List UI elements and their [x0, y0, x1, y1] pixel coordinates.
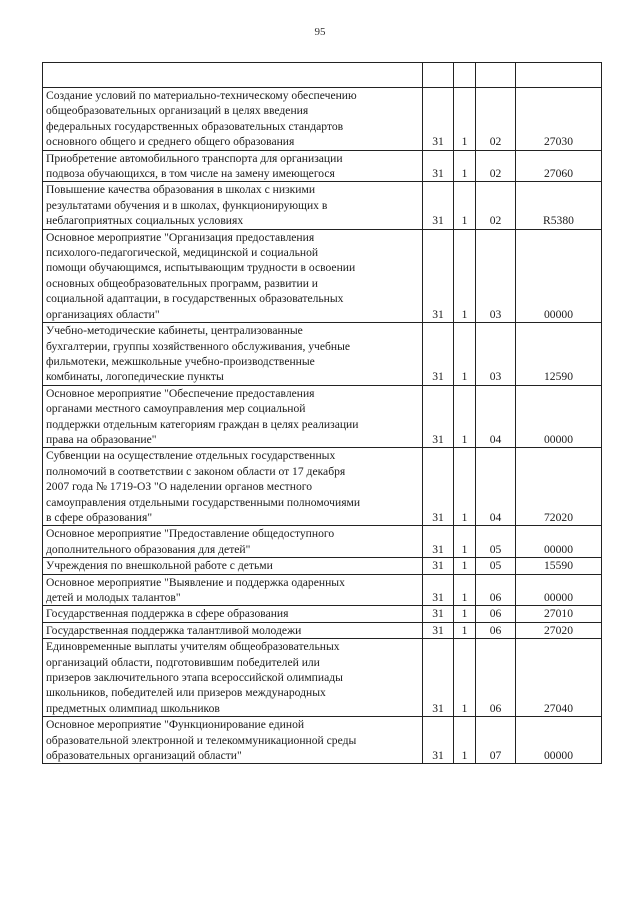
row-code-subprogram: 1: [454, 448, 476, 526]
row-description: Основное мероприятие "Предоставление общедоступного дополнительного образования для детей": [43, 526, 423, 558]
row-code-activity: 06: [476, 606, 516, 622]
row-code-direction: 27030: [516, 88, 602, 151]
row-code-direction: 00000: [516, 385, 602, 448]
row-code-direction: 27040: [516, 639, 602, 717]
row-description: Государственная поддержка талантливой молодежи: [43, 622, 423, 638]
row-code-program: 31: [423, 526, 454, 558]
table-row: [43, 558, 602, 574]
row-description: Основное мероприятие "Функционирование единой образовательной электронной и телекоммуникационной среды образовательных организаций области": [43, 717, 423, 764]
table-row: [43, 150, 602, 182]
row-code-activity: 02: [476, 88, 516, 151]
row-code-activity: 07: [476, 717, 516, 764]
row-description: Субвенции на осуществление отдельных государственных полномочий в соответствии с законом области от 17 декабря 2007 года № 1719-ОЗ "О наделении органов местного самоуправления отдельными государственными полномочиями в сфере образования": [43, 448, 423, 526]
row-description: Приобретение автомобильного транспорта для организации подвоза обучающихся, в том числе на замену имеющегося: [43, 150, 423, 182]
row-code-subprogram: 1: [454, 558, 476, 574]
table-row: [43, 448, 602, 526]
row-code-direction: 27020: [516, 622, 602, 638]
row-code-program: 31: [423, 150, 454, 182]
row-code-subprogram: 1: [454, 574, 476, 606]
row-description: Единовременные выплаты учителям общеобразовательных организаций области, подготовившим победителей или призеров заключительного этапа всероссийской олимпиады школьников, победителей или призеров международных предметных олимпиад школьников: [43, 639, 423, 717]
row-code-subprogram: 1: [454, 526, 476, 558]
row-description: Создание условий по материально-техническому обеспечению общеобразовательных организаций в целях введения федеральных государственных образовательных стандартов основного общего и среднего общего образования: [43, 88, 423, 151]
table-row: [43, 622, 602, 638]
row-description: Государственная поддержка в сфере образования: [43, 606, 423, 622]
table-row: [43, 574, 602, 606]
row-code-program: 31: [423, 558, 454, 574]
row-code-direction: 00000: [516, 526, 602, 558]
row-code-direction: 00000: [516, 717, 602, 764]
row-code-program: 31: [423, 229, 454, 322]
row-description: Основное мероприятие "Организация предоставления психолого-педагогической, медицинской и социальной помощи обучающимся, испытывающим трудности в освоении основных общеобразовательных программ, развитии и социальной адаптации, в государственных образовательных организациях области": [43, 229, 423, 322]
row-code-activity: 04: [476, 448, 516, 526]
row-code-direction: 72020: [516, 448, 602, 526]
row-code-subprogram: 1: [454, 717, 476, 764]
table-top-spacer-row: [43, 63, 602, 88]
table-row: [43, 88, 602, 151]
row-code-subprogram: 1: [454, 639, 476, 717]
row-code-direction: 15590: [516, 558, 602, 574]
row-code-activity: 02: [476, 150, 516, 182]
row-code-direction: 12590: [516, 323, 602, 386]
row-code-subprogram: 1: [454, 606, 476, 622]
row-code-program: 31: [423, 323, 454, 386]
row-code-activity: 03: [476, 323, 516, 386]
row-code-program: 31: [423, 574, 454, 606]
row-code-subprogram: 1: [454, 229, 476, 322]
row-code-direction: 27060: [516, 150, 602, 182]
row-code-program: 31: [423, 385, 454, 448]
row-code-program: 31: [423, 639, 454, 717]
row-code-program: 31: [423, 88, 454, 151]
row-code-subprogram: 1: [454, 88, 476, 151]
row-description: Повышение качества образования в школах с низкими результатами обучения и в школах, функционирующих в неблагоприятных социальных условиях: [43, 182, 423, 229]
row-code-activity: 06: [476, 622, 516, 638]
row-code-subprogram: 1: [454, 622, 476, 638]
row-code-activity: 06: [476, 574, 516, 606]
row-code-program: 31: [423, 606, 454, 622]
table-row: [43, 639, 602, 717]
row-code-activity: 04: [476, 385, 516, 448]
row-code-activity: 05: [476, 558, 516, 574]
table-row: [43, 323, 602, 386]
row-code-program: 31: [423, 717, 454, 764]
row-code-subprogram: 1: [454, 150, 476, 182]
table-row: [43, 182, 602, 229]
row-code-subprogram: 1: [454, 323, 476, 386]
row-code-activity: 03: [476, 229, 516, 322]
row-code-program: 31: [423, 448, 454, 526]
table-row: [43, 717, 602, 764]
budget-classification-table: [42, 62, 602, 764]
row-code-direction: 00000: [516, 574, 602, 606]
row-description: Основное мероприятие "Обеспечение предоставления органами местного самоуправления мер социальной поддержки отдельным категориям граждан в целях реализации права на образование": [43, 385, 423, 448]
table-row: [43, 606, 602, 622]
table-row: [43, 385, 602, 448]
table-row: [43, 229, 602, 322]
row-code-direction: R5380: [516, 182, 602, 229]
row-code-activity: 05: [476, 526, 516, 558]
table-row: [43, 526, 602, 558]
row-description: Основное мероприятие "Выявление и поддержка одаренных детей и молодых талантов": [43, 574, 423, 606]
row-code-program: 31: [423, 182, 454, 229]
row-code-direction: 27010: [516, 606, 602, 622]
row-code-direction: 00000: [516, 229, 602, 322]
row-code-program: 31: [423, 622, 454, 638]
row-description: Учебно-методические кабинеты, централизованные бухгалтерии, группы хозяйственного обслуживания, учебные фильмотеки, межшкольные учебно-производственные комбинаты, логопедические пункты: [43, 323, 423, 386]
row-description: Учреждения по внешкольной работе с детьми: [43, 558, 423, 574]
row-code-activity: 06: [476, 639, 516, 717]
row-code-subprogram: 1: [454, 385, 476, 448]
row-code-subprogram: 1: [454, 182, 476, 229]
row-code-activity: 02: [476, 182, 516, 229]
page-number: 95: [314, 26, 326, 38]
